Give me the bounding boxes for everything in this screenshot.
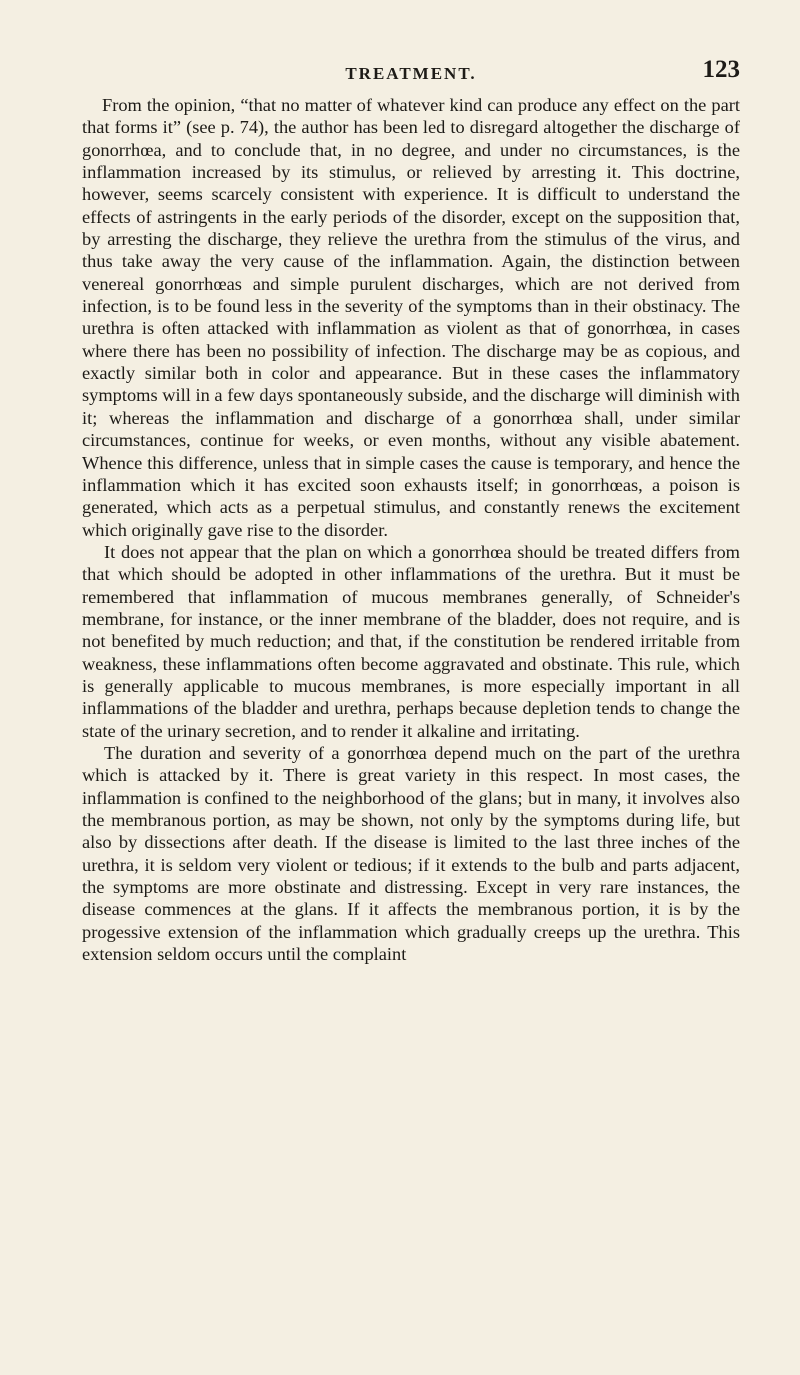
paragraph-duration-severity: The duration and severity of a gonorrhœa depend much on the part of the urethra which is attacked by it. There is great variety in this respect. In most cases, the inflammation is confined to the neighborhood of the glans; but in many, it involves also the membranous portion, as may be shown, not only by the symptoms during life, but also by dissections after death. If the disease is limited to the last three inches of the urethra, it is seldom very violent or tedious; if it extends to the bulb and parts adjacent, the symptoms are more obstinate and distressing. Except in very rare instances, the disease commences at the glans. If it affects the membranous portion, it is by the progessive extension of the inflammation which gradually creeps up the urethra. This extension seldom occurs until the complaint	[82, 742, 740, 965]
body-text	[82, 94, 740, 965]
paragraph-astringents: From the opinion, “that no matter of whatever kind can produce any effect on the part that forms it” (see p. 74), the author has been led to disregard altogether the discharge of gonorrhœa, and to conclude that, in no degree, and under no circumstances, is the inflammation increased by its stimulus, or relieved by arresting it. This doctrine, however, seems scarcely consistent with experience. It is difficult to understand the effects of astringents in the early periods of the disorder, except on the supposition that, by arresting the discharge, they relieve the urethra from the stimulus of the virus, and thus take away the very cause of the inflammation. Again, the distinction between venereal gonorrhœas and simple purulent discharges, which are not derived from infection, is to be found less in the severity of the symptoms than in their obstinacy. The urethra is often attacked with inflammation as violent as that of gonorrhœa, in cases where there has been no possibility of infection. The discharge may be as copious, and exactly similar both in color and appearance. But in these cases the inflammatory symptoms will in a few days spontaneously subside, and the discharge will diminish with it; whereas the inflammation and discharge of a gonorrhœa shall, under similar circumstances, continue for weeks, or even months, without any visible abatement. Whence this difference, unless that in simple cases the cause is temporary, and hence the inflammation which it has excited soon exhausts itself; in gonorrhœas, a poison is generated, which acts as a perpetual stimulus, and constantly renews the excitement which originally gave rise to the disorder.	[82, 95, 740, 540]
running-title: TREATMENT.	[345, 64, 477, 83]
paragraph-mucous-membranes: It does not appear that the plan on which a gonorrhœa should be treated differs from that which should be adopted in other inflammations of the urethra. But it must be remembered that inflammation of mucous membranes generally, of Schneider's membrane, for instance, or the inner membrane of the bladder, does not require, and is not benefited by much reduction; and that, if the constitution be rendered irritable from weakness, these inflammations often become aggravated and obstinate. This rule, which is generally applicable to mucous membranes, is more especially important in all inflammations of the bladder and urethra, perhaps because depletion tends to change the state of the urinary secretion, and to render it alkaline and irritating.	[82, 541, 740, 741]
running-head	[82, 56, 740, 92]
page-number: 123	[702, 56, 740, 83]
